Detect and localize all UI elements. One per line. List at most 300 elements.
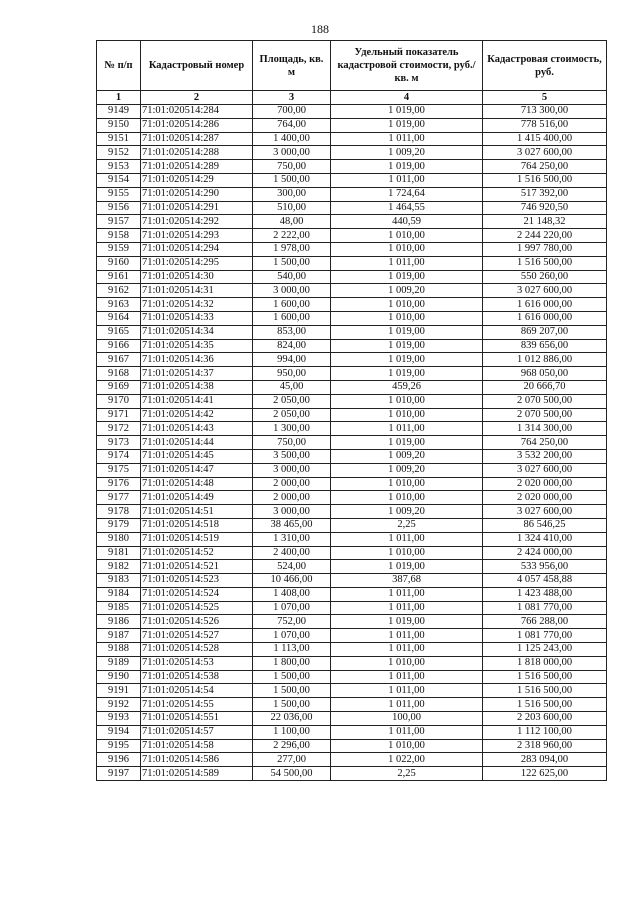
area-cell: 1 978,00 bbox=[253, 242, 331, 256]
cadastral-number-cell: 71:01:020514:528 bbox=[141, 643, 253, 657]
cadastral-value-cell: 517 392,00 bbox=[483, 187, 607, 201]
table-row bbox=[97, 656, 607, 670]
specific-value-cell: 1 010,00 bbox=[331, 656, 483, 670]
area-cell: 524,00 bbox=[253, 560, 331, 574]
row-number-cell: 9184 bbox=[97, 587, 141, 601]
cadastral-value-cell: 21 148,32 bbox=[483, 215, 607, 229]
cadastral-number-cell: 71:01:020514:526 bbox=[141, 615, 253, 629]
row-number-cell: 9168 bbox=[97, 367, 141, 381]
specific-value-cell: 1 011,00 bbox=[331, 629, 483, 643]
specific-value-cell: 1 011,00 bbox=[331, 256, 483, 270]
table-row bbox=[97, 739, 607, 753]
specific-value-cell: 1 010,00 bbox=[331, 408, 483, 422]
row-number-cell: 9182 bbox=[97, 560, 141, 574]
cadastral-number-cell: 71:01:020514:54 bbox=[141, 684, 253, 698]
header-area: Площадь, кв. м bbox=[253, 41, 331, 91]
cadastral-value-cell: 764 250,00 bbox=[483, 160, 607, 174]
table-row bbox=[97, 698, 607, 712]
table-row bbox=[97, 201, 607, 215]
table-row bbox=[97, 118, 607, 132]
cadastral-value-cell: 1 324 410,00 bbox=[483, 532, 607, 546]
area-cell: 764,00 bbox=[253, 118, 331, 132]
cadastral-number-cell: 71:01:020514:527 bbox=[141, 629, 253, 643]
row-number-cell: 9185 bbox=[97, 601, 141, 615]
table-row bbox=[97, 105, 607, 119]
table-row bbox=[97, 518, 607, 532]
area-cell: 1 800,00 bbox=[253, 656, 331, 670]
table-row bbox=[97, 532, 607, 546]
row-number-cell: 9172 bbox=[97, 422, 141, 436]
table-row bbox=[97, 712, 607, 726]
area-cell: 48,00 bbox=[253, 215, 331, 229]
cadastral-value-cell: 2 020 000,00 bbox=[483, 477, 607, 491]
cadastral-number-cell: 71:01:020514:294 bbox=[141, 242, 253, 256]
cadastral-value-cell: 4 057 458,88 bbox=[483, 574, 607, 588]
area-cell: 1 070,00 bbox=[253, 601, 331, 615]
cadastral-value-cell: 1 081 770,00 bbox=[483, 601, 607, 615]
cadastral-value-cell: 3 532 200,00 bbox=[483, 449, 607, 463]
table-row bbox=[97, 560, 607, 574]
cadastral-value-cell: 1 012 886,00 bbox=[483, 353, 607, 367]
specific-value-cell: 1 019,00 bbox=[331, 325, 483, 339]
cadastral-number-cell: 71:01:020514:290 bbox=[141, 187, 253, 201]
table-row bbox=[97, 270, 607, 284]
cadastral-value-cell: 1 616 000,00 bbox=[483, 298, 607, 312]
cadastral-number-cell: 71:01:020514:293 bbox=[141, 229, 253, 243]
area-cell: 3 000,00 bbox=[253, 505, 331, 519]
cadastral-number-cell: 71:01:020514:538 bbox=[141, 670, 253, 684]
cadastral-number-cell: 71:01:020514:589 bbox=[141, 767, 253, 781]
table-row bbox=[97, 601, 607, 615]
cadastral-number-cell: 71:01:020514:38 bbox=[141, 380, 253, 394]
row-number-cell: 9158 bbox=[97, 229, 141, 243]
cadastral-value-cell: 550 260,00 bbox=[483, 270, 607, 284]
row-number-cell: 9181 bbox=[97, 546, 141, 560]
cadastral-value-cell: 1 314 300,00 bbox=[483, 422, 607, 436]
area-cell: 1 600,00 bbox=[253, 298, 331, 312]
area-cell: 3 000,00 bbox=[253, 284, 331, 298]
area-cell: 3 000,00 bbox=[253, 463, 331, 477]
row-number-cell: 9162 bbox=[97, 284, 141, 298]
table-row bbox=[97, 725, 607, 739]
area-cell: 1 400,00 bbox=[253, 132, 331, 146]
cadastral-number-cell: 71:01:020514:45 bbox=[141, 449, 253, 463]
table-row bbox=[97, 173, 607, 187]
specific-value-cell: 1 011,00 bbox=[331, 643, 483, 657]
row-number-cell: 9152 bbox=[97, 146, 141, 160]
cadastral-value-cell: 766 288,00 bbox=[483, 615, 607, 629]
table-row bbox=[97, 422, 607, 436]
row-number-cell: 9178 bbox=[97, 505, 141, 519]
cadastral-value-cell: 968 050,00 bbox=[483, 367, 607, 381]
header-specific-value: Удельный показатель кадастровой стоимости, руб./кв. м bbox=[331, 41, 483, 91]
cadastral-value-cell: 1 081 770,00 bbox=[483, 629, 607, 643]
area-cell: 750,00 bbox=[253, 160, 331, 174]
table-row bbox=[97, 436, 607, 450]
specific-value-cell: 1 011,00 bbox=[331, 132, 483, 146]
specific-value-cell: 1 019,00 bbox=[331, 339, 483, 353]
cadastral-number-cell: 71:01:020514:37 bbox=[141, 367, 253, 381]
table-row bbox=[97, 505, 607, 519]
area-cell: 1 408,00 bbox=[253, 587, 331, 601]
table-row bbox=[97, 325, 607, 339]
row-number-cell: 9159 bbox=[97, 242, 141, 256]
area-cell: 1 500,00 bbox=[253, 684, 331, 698]
row-number-cell: 9174 bbox=[97, 449, 141, 463]
area-cell: 1 113,00 bbox=[253, 643, 331, 657]
specific-value-cell: 1 019,00 bbox=[331, 160, 483, 174]
area-cell: 1 100,00 bbox=[253, 725, 331, 739]
specific-value-cell: 1 011,00 bbox=[331, 587, 483, 601]
specific-value-cell: 1 010,00 bbox=[331, 298, 483, 312]
table-row bbox=[97, 574, 607, 588]
area-cell: 2 222,00 bbox=[253, 229, 331, 243]
row-number-cell: 9169 bbox=[97, 380, 141, 394]
specific-value-cell: 1 019,00 bbox=[331, 270, 483, 284]
cadastral-number-cell: 71:01:020514:291 bbox=[141, 201, 253, 215]
cadastral-number-cell: 71:01:020514:43 bbox=[141, 422, 253, 436]
cadastral-number-cell: 71:01:020514:292 bbox=[141, 215, 253, 229]
table-row bbox=[97, 767, 607, 781]
cadastral-number-cell: 71:01:020514:53 bbox=[141, 656, 253, 670]
cadastral-number-cell: 71:01:020514:29 bbox=[141, 173, 253, 187]
row-number-cell: 9191 bbox=[97, 684, 141, 698]
specific-value-cell: 1 019,00 bbox=[331, 105, 483, 119]
cadastral-value-cell: 3 027 600,00 bbox=[483, 505, 607, 519]
cadastral-value-cell: 1 516 500,00 bbox=[483, 670, 607, 684]
row-number-cell: 9180 bbox=[97, 532, 141, 546]
specific-value-cell: 1 011,00 bbox=[331, 684, 483, 698]
row-number-cell: 9160 bbox=[97, 256, 141, 270]
specific-value-cell: 1 010,00 bbox=[331, 311, 483, 325]
area-cell: 510,00 bbox=[253, 201, 331, 215]
cadastral-number-cell: 71:01:020514:586 bbox=[141, 753, 253, 767]
table-row bbox=[97, 408, 607, 422]
cadastral-value-cell: 1 112 100,00 bbox=[483, 725, 607, 739]
table-body bbox=[97, 105, 607, 781]
area-cell: 1 300,00 bbox=[253, 422, 331, 436]
row-number-cell: 9175 bbox=[97, 463, 141, 477]
cadastral-value-cell: 1 997 780,00 bbox=[483, 242, 607, 256]
table-row bbox=[97, 339, 607, 353]
specific-value-cell: 1 011,00 bbox=[331, 422, 483, 436]
specific-value-cell: 1 009,20 bbox=[331, 463, 483, 477]
area-cell: 1 500,00 bbox=[253, 698, 331, 712]
cadastral-value-cell: 1 516 500,00 bbox=[483, 256, 607, 270]
table-row bbox=[97, 684, 607, 698]
row-number-cell: 9156 bbox=[97, 201, 141, 215]
area-cell: 2 400,00 bbox=[253, 546, 331, 560]
cadastral-value-cell: 3 027 600,00 bbox=[483, 463, 607, 477]
specific-value-cell: 1 009,20 bbox=[331, 505, 483, 519]
cadastral-number-cell: 71:01:020514:30 bbox=[141, 270, 253, 284]
area-cell: 10 466,00 bbox=[253, 574, 331, 588]
cadastral-value-cell: 869 207,00 bbox=[483, 325, 607, 339]
row-number-cell: 9186 bbox=[97, 615, 141, 629]
specific-value-cell: 1 464,55 bbox=[331, 201, 483, 215]
specific-value-cell: 1 009,20 bbox=[331, 146, 483, 160]
specific-value-cell: 1 009,20 bbox=[331, 284, 483, 298]
specific-value-cell: 1 019,00 bbox=[331, 118, 483, 132]
cadastral-value-table bbox=[96, 40, 607, 781]
cadastral-value-cell: 20 666,70 bbox=[483, 380, 607, 394]
area-cell: 994,00 bbox=[253, 353, 331, 367]
specific-value-cell: 1 010,00 bbox=[331, 491, 483, 505]
row-number-cell: 9194 bbox=[97, 725, 141, 739]
specific-value-cell: 2,25 bbox=[331, 767, 483, 781]
cadastral-number-cell: 71:01:020514:286 bbox=[141, 118, 253, 132]
area-cell: 700,00 bbox=[253, 105, 331, 119]
table-row bbox=[97, 132, 607, 146]
column-index: 4 bbox=[331, 91, 483, 105]
table-row bbox=[97, 367, 607, 381]
row-number-cell: 9150 bbox=[97, 118, 141, 132]
cadastral-value-cell: 1 516 500,00 bbox=[483, 173, 607, 187]
row-number-cell: 9179 bbox=[97, 518, 141, 532]
row-number-cell: 9192 bbox=[97, 698, 141, 712]
cadastral-number-cell: 71:01:020514:551 bbox=[141, 712, 253, 726]
cadastral-value-cell: 2 203 600,00 bbox=[483, 712, 607, 726]
table-row bbox=[97, 229, 607, 243]
row-number-cell: 9165 bbox=[97, 325, 141, 339]
row-number-cell: 9173 bbox=[97, 436, 141, 450]
column-index: 5 bbox=[483, 91, 607, 105]
cadastral-number-cell: 71:01:020514:521 bbox=[141, 560, 253, 574]
cadastral-number-cell: 71:01:020514:55 bbox=[141, 698, 253, 712]
cadastral-value-cell: 2 424 000,00 bbox=[483, 546, 607, 560]
cadastral-value-cell: 2 020 000,00 bbox=[483, 491, 607, 505]
cadastral-value-cell: 1 516 500,00 bbox=[483, 684, 607, 698]
area-cell: 2 050,00 bbox=[253, 394, 331, 408]
specific-value-cell: 1 010,00 bbox=[331, 739, 483, 753]
specific-value-cell: 1 019,00 bbox=[331, 560, 483, 574]
specific-value-cell: 1 011,00 bbox=[331, 698, 483, 712]
specific-value-cell: 1 011,00 bbox=[331, 725, 483, 739]
cadastral-value-cell: 1 415 400,00 bbox=[483, 132, 607, 146]
area-cell: 45,00 bbox=[253, 380, 331, 394]
specific-value-cell: 1 010,00 bbox=[331, 394, 483, 408]
table-row bbox=[97, 380, 607, 394]
specific-value-cell: 1 019,00 bbox=[331, 367, 483, 381]
row-number-cell: 9171 bbox=[97, 408, 141, 422]
specific-value-cell: 2,25 bbox=[331, 518, 483, 532]
specific-value-cell: 1 724,64 bbox=[331, 187, 483, 201]
specific-value-cell: 1 022,00 bbox=[331, 753, 483, 767]
area-cell: 2 000,00 bbox=[253, 491, 331, 505]
column-index: 1 bbox=[97, 91, 141, 105]
cadastral-number-cell: 71:01:020514:31 bbox=[141, 284, 253, 298]
cadastral-value-cell: 713 300,00 bbox=[483, 105, 607, 119]
cadastral-value-cell: 1 516 500,00 bbox=[483, 698, 607, 712]
area-cell: 1 070,00 bbox=[253, 629, 331, 643]
cadastral-number-cell: 71:01:020514:284 bbox=[141, 105, 253, 119]
header-row-number: № п/п bbox=[97, 41, 141, 91]
cadastral-number-cell: 71:01:020514:48 bbox=[141, 477, 253, 491]
table-row bbox=[97, 215, 607, 229]
table-row bbox=[97, 615, 607, 629]
cadastral-value-cell: 2 070 500,00 bbox=[483, 408, 607, 422]
area-cell: 540,00 bbox=[253, 270, 331, 284]
row-number-cell: 9164 bbox=[97, 311, 141, 325]
row-number-cell: 9170 bbox=[97, 394, 141, 408]
table-row bbox=[97, 394, 607, 408]
row-number-cell: 9154 bbox=[97, 173, 141, 187]
area-cell: 54 500,00 bbox=[253, 767, 331, 781]
row-number-cell: 9157 bbox=[97, 215, 141, 229]
cadastral-number-cell: 71:01:020514:518 bbox=[141, 518, 253, 532]
cadastral-number-cell: 71:01:020514:44 bbox=[141, 436, 253, 450]
cadastral-number-cell: 71:01:020514:47 bbox=[141, 463, 253, 477]
specific-value-cell: 1 019,00 bbox=[331, 615, 483, 629]
table-row bbox=[97, 629, 607, 643]
cadastral-value-cell: 86 546,25 bbox=[483, 518, 607, 532]
row-number-cell: 9190 bbox=[97, 670, 141, 684]
cadastral-value-cell: 746 920,50 bbox=[483, 201, 607, 215]
column-index: 3 bbox=[253, 91, 331, 105]
area-cell: 824,00 bbox=[253, 339, 331, 353]
area-cell: 1 500,00 bbox=[253, 173, 331, 187]
row-number-cell: 9153 bbox=[97, 160, 141, 174]
row-number-cell: 9149 bbox=[97, 105, 141, 119]
row-number-cell: 9183 bbox=[97, 574, 141, 588]
table-row bbox=[97, 298, 607, 312]
cadastral-number-cell: 71:01:020514:295 bbox=[141, 256, 253, 270]
row-number-cell: 9176 bbox=[97, 477, 141, 491]
cadastral-value-cell: 2 244 220,00 bbox=[483, 229, 607, 243]
table-row bbox=[97, 284, 607, 298]
cadastral-number-cell: 71:01:020514:52 bbox=[141, 546, 253, 560]
row-number-cell: 9155 bbox=[97, 187, 141, 201]
cadastral-number-cell: 71:01:020514:288 bbox=[141, 146, 253, 160]
cadastral-number-cell: 71:01:020514:524 bbox=[141, 587, 253, 601]
table-row bbox=[97, 146, 607, 160]
cadastral-number-cell: 71:01:020514:34 bbox=[141, 325, 253, 339]
cadastral-number-cell: 71:01:020514:287 bbox=[141, 132, 253, 146]
specific-value-cell: 1 010,00 bbox=[331, 229, 483, 243]
specific-value-cell: 1 010,00 bbox=[331, 242, 483, 256]
row-number-cell: 9193 bbox=[97, 712, 141, 726]
cadastral-value-cell: 1 818 000,00 bbox=[483, 656, 607, 670]
cadastral-value-cell: 764 250,00 bbox=[483, 436, 607, 450]
area-cell: 752,00 bbox=[253, 615, 331, 629]
area-cell: 750,00 bbox=[253, 436, 331, 450]
row-number-cell: 9167 bbox=[97, 353, 141, 367]
cadastral-number-cell: 71:01:020514:519 bbox=[141, 532, 253, 546]
header-cadastral-number: Кадастровый номер bbox=[141, 41, 253, 91]
table-row bbox=[97, 160, 607, 174]
row-number-cell: 9161 bbox=[97, 270, 141, 284]
table-row bbox=[97, 643, 607, 657]
table-row bbox=[97, 670, 607, 684]
specific-value-cell: 1 011,00 bbox=[331, 670, 483, 684]
table-row bbox=[97, 477, 607, 491]
specific-value-cell: 1 011,00 bbox=[331, 532, 483, 546]
row-number-cell: 9163 bbox=[97, 298, 141, 312]
table-row bbox=[97, 449, 607, 463]
cadastral-value-cell: 2 070 500,00 bbox=[483, 394, 607, 408]
specific-value-cell: 1 019,00 bbox=[331, 353, 483, 367]
row-number-cell: 9187 bbox=[97, 629, 141, 643]
row-number-cell: 9196 bbox=[97, 753, 141, 767]
cadastral-number-cell: 71:01:020514:42 bbox=[141, 408, 253, 422]
area-cell: 2 050,00 bbox=[253, 408, 331, 422]
area-cell: 2 296,00 bbox=[253, 739, 331, 753]
specific-value-cell: 100,00 bbox=[331, 712, 483, 726]
area-cell: 1 310,00 bbox=[253, 532, 331, 546]
area-cell: 22 036,00 bbox=[253, 712, 331, 726]
cadastral-value-cell: 778 516,00 bbox=[483, 118, 607, 132]
cadastral-number-cell: 71:01:020514:35 bbox=[141, 339, 253, 353]
table-row bbox=[97, 463, 607, 477]
table-row bbox=[97, 187, 607, 201]
area-cell: 277,00 bbox=[253, 753, 331, 767]
specific-value-cell: 1 010,00 bbox=[331, 546, 483, 560]
cadastral-number-cell: 71:01:020514:33 bbox=[141, 311, 253, 325]
table-row bbox=[97, 491, 607, 505]
table-row bbox=[97, 256, 607, 270]
cadastral-number-cell: 71:01:020514:57 bbox=[141, 725, 253, 739]
row-number-cell: 9195 bbox=[97, 739, 141, 753]
cadastral-number-cell: 71:01:020514:58 bbox=[141, 739, 253, 753]
cadastral-value-cell: 1 125 243,00 bbox=[483, 643, 607, 657]
cadastral-value-cell: 1 423 488,00 bbox=[483, 587, 607, 601]
table-row bbox=[97, 311, 607, 325]
row-number-cell: 9166 bbox=[97, 339, 141, 353]
area-cell: 853,00 bbox=[253, 325, 331, 339]
cadastral-number-cell: 71:01:020514:32 bbox=[141, 298, 253, 312]
specific-value-cell: 1 010,00 bbox=[331, 477, 483, 491]
cadastral-value-cell: 533 956,00 bbox=[483, 560, 607, 574]
page-number: 188 bbox=[311, 22, 329, 36]
area-cell: 3 500,00 bbox=[253, 449, 331, 463]
cadastral-value-cell: 122 625,00 bbox=[483, 767, 607, 781]
area-cell: 3 000,00 bbox=[253, 146, 331, 160]
cadastral-number-cell: 71:01:020514:523 bbox=[141, 574, 253, 588]
header-cadastral-value: Кадастровая стоимость, руб. bbox=[483, 41, 607, 91]
table-row bbox=[97, 546, 607, 560]
specific-value-cell: 1 019,00 bbox=[331, 436, 483, 450]
cadastral-number-cell: 71:01:020514:525 bbox=[141, 601, 253, 615]
area-cell: 1 500,00 bbox=[253, 256, 331, 270]
table-row bbox=[97, 353, 607, 367]
table-row bbox=[97, 242, 607, 256]
cadastral-value-cell: 3 027 600,00 bbox=[483, 284, 607, 298]
cadastral-number-cell: 71:01:020514:49 bbox=[141, 491, 253, 505]
area-cell: 300,00 bbox=[253, 187, 331, 201]
row-number-cell: 9189 bbox=[97, 656, 141, 670]
cadastral-value-cell: 1 616 000,00 bbox=[483, 311, 607, 325]
specific-value-cell: 440,59 bbox=[331, 215, 483, 229]
specific-value-cell: 1 009,20 bbox=[331, 449, 483, 463]
table-row bbox=[97, 753, 607, 767]
cadastral-value-cell: 3 027 600,00 bbox=[483, 146, 607, 160]
column-index: 2 bbox=[141, 91, 253, 105]
cadastral-value-cell: 2 318 960,00 bbox=[483, 739, 607, 753]
cadastral-number-cell: 71:01:020514:36 bbox=[141, 353, 253, 367]
area-cell: 1 600,00 bbox=[253, 311, 331, 325]
row-number-cell: 9177 bbox=[97, 491, 141, 505]
table-row bbox=[97, 587, 607, 601]
cadastral-value-cell: 839 656,00 bbox=[483, 339, 607, 353]
specific-value-cell: 1 011,00 bbox=[331, 601, 483, 615]
area-cell: 1 500,00 bbox=[253, 670, 331, 684]
cadastral-number-cell: 71:01:020514:289 bbox=[141, 160, 253, 174]
area-cell: 950,00 bbox=[253, 367, 331, 381]
area-cell: 38 465,00 bbox=[253, 518, 331, 532]
row-number-cell: 9151 bbox=[97, 132, 141, 146]
row-number-cell: 9197 bbox=[97, 767, 141, 781]
specific-value-cell: 459,26 bbox=[331, 380, 483, 394]
